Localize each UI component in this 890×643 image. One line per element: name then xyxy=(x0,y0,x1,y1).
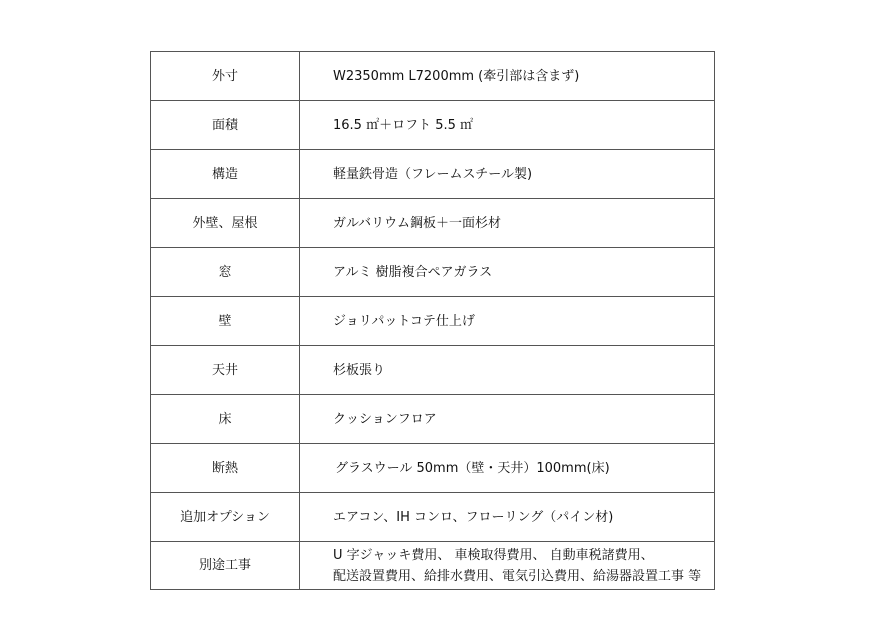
row-value: 16.5 ㎡＋ロフト 5.5 ㎡ xyxy=(300,101,715,150)
row-label: 追加オプション xyxy=(151,493,300,542)
table-row xyxy=(151,101,715,150)
row-value-line: U 字ジャッキ費用、 車検取得費用、 自動車税諸費用、 xyxy=(333,547,654,563)
table-row xyxy=(151,493,715,542)
table-row xyxy=(151,150,715,199)
table-row xyxy=(151,346,715,395)
row-value: グラスウール 50mm（壁・天井）100mm(床) xyxy=(300,444,715,493)
table-row xyxy=(151,52,715,101)
row-value: エアコン、IH コンロ、フローリング（パイン材) xyxy=(300,493,715,542)
row-label: 床 xyxy=(151,395,300,444)
row-value: 杉板張り xyxy=(300,346,715,395)
row-label: 窓 xyxy=(151,248,300,297)
table-row xyxy=(151,297,715,346)
row-label: 断熱 xyxy=(151,444,300,493)
spec-table xyxy=(150,51,715,590)
row-label: 壁 xyxy=(151,297,300,346)
row-label: 外寸 xyxy=(151,52,300,101)
row-value: W2350mm L7200mm (牽引部は含まず) xyxy=(300,52,715,101)
table-row xyxy=(151,248,715,297)
table-row xyxy=(151,395,715,444)
table-row xyxy=(151,199,715,248)
row-value: アルミ 樹脂複合ペアガラス xyxy=(300,248,715,297)
row-value: 軽量鉄骨造（フレームスチール製) xyxy=(300,150,715,199)
row-label: 天井 xyxy=(151,346,300,395)
row-label: 構造 xyxy=(151,150,300,199)
table-row xyxy=(151,444,715,493)
row-label: 別途工事 xyxy=(151,542,300,590)
row-value: クッションフロア xyxy=(300,395,715,444)
row-value: ガルバリウム鋼板＋一面杉材 xyxy=(300,199,715,248)
table-row xyxy=(151,542,715,590)
row-label: 面積 xyxy=(151,101,300,150)
row-label: 外壁、屋根 xyxy=(151,199,300,248)
row-value-line: 配送設置費用、給排水費用、電気引込費用、給湯器設置工事 等 xyxy=(333,568,702,584)
row-value xyxy=(300,542,715,590)
row-value: ジョリパットコテ仕上げ xyxy=(300,297,715,346)
